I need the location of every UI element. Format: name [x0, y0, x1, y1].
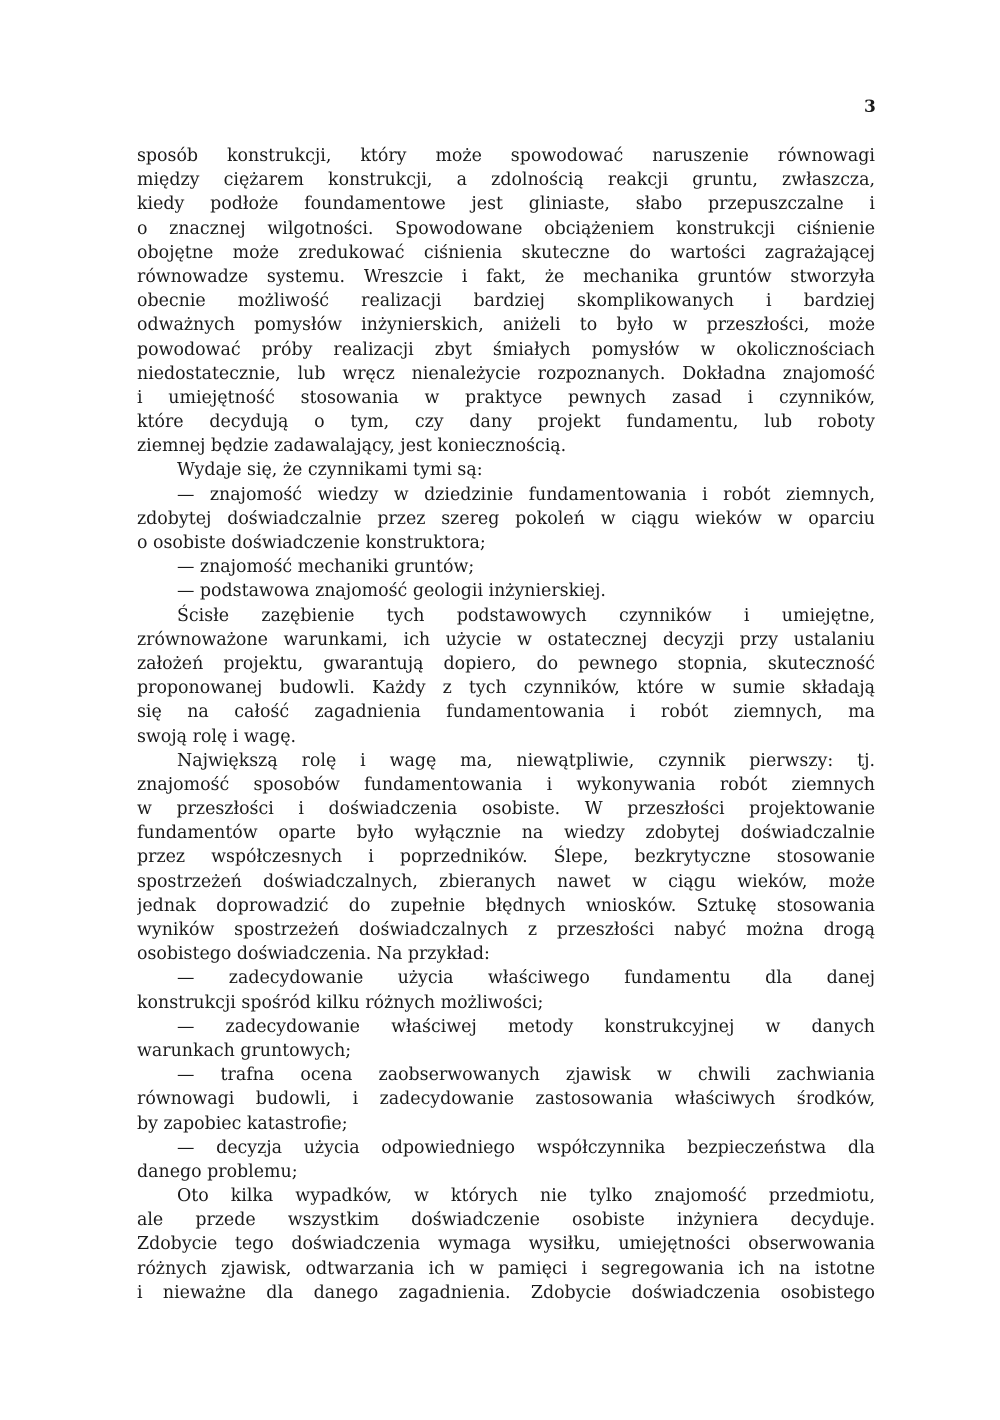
text-line: — znajomość mechaniki gruntów; [177, 557, 475, 578]
text-line: Ścisłe zazębienie tych podstawowych czynników i umiejętne, [177, 605, 875, 626]
text-line: o osobiste doświadczenie konstruktora; [137, 533, 486, 553]
text-line: sposób konstrukcji, który może spowodować naruszenie równowagi [137, 146, 875, 166]
text-line: by zapobiec katastrofie; [137, 1113, 348, 1134]
text-line: Zdobycie tego doświadczenia wymaga wysiłku, umiejętności obserwowania [137, 1234, 875, 1255]
text-line: Wydaje się, że czynnikami tymi są: [177, 460, 483, 481]
text-line: równowadze systemu. Wreszcie i fakt, że mechanika gruntów stworzyła [137, 266, 875, 287]
text-line: jednak doprowadzić do zupełnie błędnych wniosków. Sztukę stosowania [137, 895, 875, 916]
text-line: obojętne może zredukować ciśnienia skuteczne do wartości zagrażającej [137, 242, 875, 263]
text-line: danego problemu; [137, 1161, 298, 1182]
text-line: obecnie możliwość realizacji bardziej skomplikowanych i bardziej [137, 291, 875, 312]
text-line: — znajomość wiedzy w dziedzinie fundamentowania i robót ziemnych, [177, 484, 875, 505]
text-line: powodować próby realizacji zbyt śmiałych pomysłów w okolicznościach [137, 339, 875, 360]
text-line: różnych zjawisk, odtwarzania ich w pamięci i segregowania ich na istotne [137, 1258, 875, 1279]
text-line: zdobytej doświadczalnie przez szereg pokoleń w ciągu wieków w oparciu [137, 508, 875, 529]
text-line: — trafna ocena zaobserwowanych zjawisk w chwili zachwiania [177, 1065, 875, 1086]
text-body [137, 144, 875, 1305]
text-line: — decyzja użycia odpowiedniego współczynnika bezpieczeństwa dla [177, 1137, 875, 1158]
text-line: zrównoważone warunkami, ich użycie w ostatecznej decyzji przy ustalaniu [137, 629, 875, 650]
text-line: ziemnej będzie zadawalający, jest koniecznością. [137, 436, 567, 457]
text-line: odważnych pomysłów inżynierskich, aniżeli to było w przeszłości, może [137, 315, 875, 336]
text-line: Największą rolę i wagę ma, niewątpliwie, czynnik pierwszy: tj. [177, 750, 875, 771]
text-line: i nieważne dla danego zagadnienia. Zdobycie doświadczenia osobistego [137, 1282, 875, 1303]
text-line: się na całość zagadnienia fundamentowania i robót ziemnych, ma [137, 702, 875, 723]
text-line: kiedy podłoże foundamentowe jest gliniaste, słabo przepuszczalne i [137, 194, 875, 215]
text-line: spostrzeżeń doświadczalnych, zbieranych nawet w ciągu wieków, może [137, 871, 875, 892]
text-line: między ciężarem konstrukcji, a zdolnością reakcji gruntu, zwłaszcza, [137, 170, 875, 191]
text-line: proponowanej budowli. Każdy z tych czynników, które w sumie składają [137, 678, 875, 699]
text-line: — zadecydowanie użycia właściwego fundamentu dla danej [177, 968, 875, 989]
text-line: wyników spostrzeżeń doświadczalnych z przeszłości nabyć można drogą [137, 920, 875, 940]
page-number: 3 [864, 97, 876, 117]
text-line: — zadecydowanie właściwej metody konstrukcyjnej w danych [177, 1016, 875, 1037]
text-line: o znacznej wilgotności. Spowodowane obciążeniem konstrukcji ciśnienie [137, 218, 875, 239]
text-line: niedostatecznie, lub wręcz nienależycie rozpoznanych. Dokładna znajomość [137, 363, 875, 384]
text-line: w przeszłości i doświadczenia osobiste. W przeszłości projektowanie [137, 799, 875, 820]
text-line: swoją rolę i wagę. [137, 726, 297, 747]
text-line: przez współczesnych i poprzedników. Ślepe, bezkrytyczne stosowanie [137, 847, 875, 868]
text-line: konstrukcji spośród kilku różnych możliwości; [137, 992, 544, 1013]
text-line: i umiejętność stosowania w praktyce pewnych zasad i czynników, [137, 387, 875, 408]
text-line: warunkach gruntowych; [137, 1040, 352, 1061]
text-line: ale przede wszystkim doświadczenie osobiste inżyniera decyduje. [137, 1210, 875, 1231]
text-line: równowagi budowli, i zadecydowanie zastosowania właściwych środków, [137, 1089, 875, 1110]
text-line: które decydują o tym, czy dany projekt fundamentu, lub roboty [137, 412, 875, 433]
text-line: Oto kilka wypadków, w których nie tylko znajomość przedmiotu, [177, 1186, 875, 1207]
text-line: założeń projektu, gwarantują dopiero, do pewnego stopnia, skuteczność [137, 653, 875, 674]
text-line: znajomość sposobów fundamentowania i wykonywania robót ziemnych [137, 774, 875, 795]
text-line: — podstawowa znajomość geologii inżynierskiej. [177, 581, 606, 602]
text-line: fundamentów oparte było wyłącznie na wiedzy zdobytej doświadczalnie [137, 823, 875, 844]
text-line: osobistego doświadczenia. Na przykład: [137, 944, 490, 965]
